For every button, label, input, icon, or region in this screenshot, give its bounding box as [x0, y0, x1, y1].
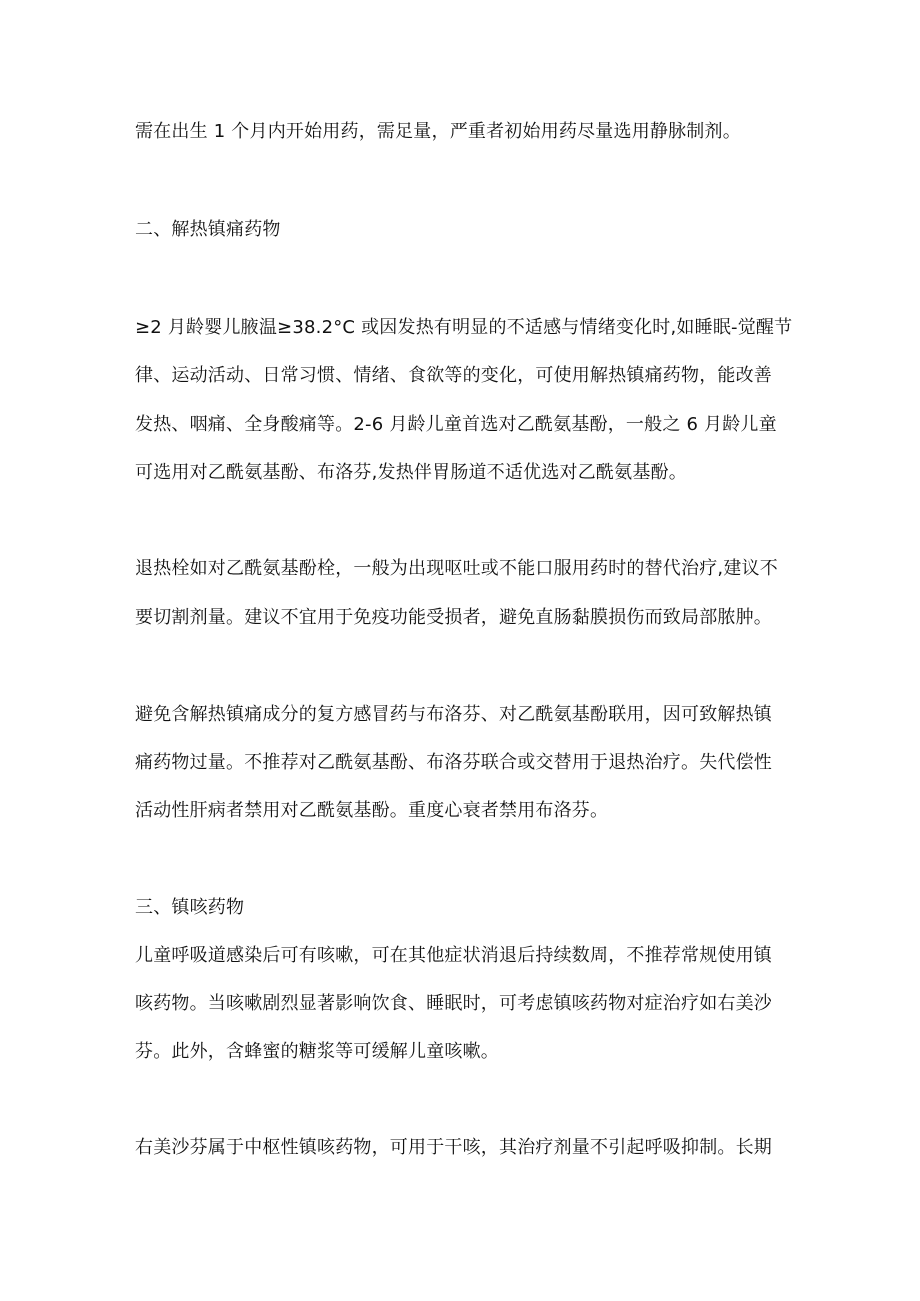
paragraph-line: 需在出生 1 个月内开始用药，需足量，严重者初始用药尽量选用静脉制剂。 [135, 121, 741, 142]
paragraph-line: 要切割剂量。建议不宜用于免疫功能受损者，避免直肠黏膜损伤而致局部脓肿。 [135, 607, 772, 628]
paragraph-line: 咳药物。当咳嗽剧烈显著影响饮食、睡眠时，可考虑镇咳药物对症治疗如右美沙 [135, 993, 772, 1014]
paragraph-line: 右美沙芬属于中枢性镇咳药物，可用于干咳，其治疗剂量不引起呼吸抑制。长期 [135, 1137, 772, 1158]
paragraph-line: 可选用对乙酰氨基酚、布洛芬,发热伴胃肠道不适优选对乙酰氨基酚。 [135, 462, 687, 483]
paragraph-line: 发热、咽痛、全身酸痛等。2-6 月龄儿童首选对乙酰氨基酚，一般之 6 月龄儿童 [135, 414, 777, 435]
paragraph-line: ≥2 月龄婴儿腋温≥38.2°C 或因发热有明显的不适感与情绪变化时,如睡眠-觉醒节 [135, 317, 793, 338]
paragraph-line: 律、运动活动、日常习惯、情绪、食欲等的变化，可使用解热镇痛药物，能改善 [135, 365, 772, 386]
paragraph-line: 芬。此外，含蜂蜜的糖浆等可缓解儿童咳嗽。 [135, 1041, 499, 1062]
paragraph-line: 儿童呼吸道感染后可有咳嗽，可在其他症状消退后持续数周，不推荐常规使用镇 [135, 945, 772, 966]
paragraph-line: 退热栓如对乙酰氨基酚栓，一般为出现呕吐或不能口服用药时的替代治疗,建议不 [135, 558, 778, 579]
section-heading: 二、解热镇痛药物 [135, 219, 281, 240]
section-heading: 三、镇咳药物 [135, 897, 245, 918]
paragraph-line: 活动性肝病者禁用对乙酰氨基酚。重度心衰者禁用布洛芬。 [135, 800, 609, 821]
paragraph-line: 痛药物过量。不推荐对乙酰氨基酚、布洛芬联合或交替用于退热治疗。失代偿性 [135, 752, 772, 773]
paragraph-line: 避免含解热镇痛成分的复方感冒药与布洛芬、对乙酰氨基酚联用，因可致解热镇 [135, 704, 772, 725]
